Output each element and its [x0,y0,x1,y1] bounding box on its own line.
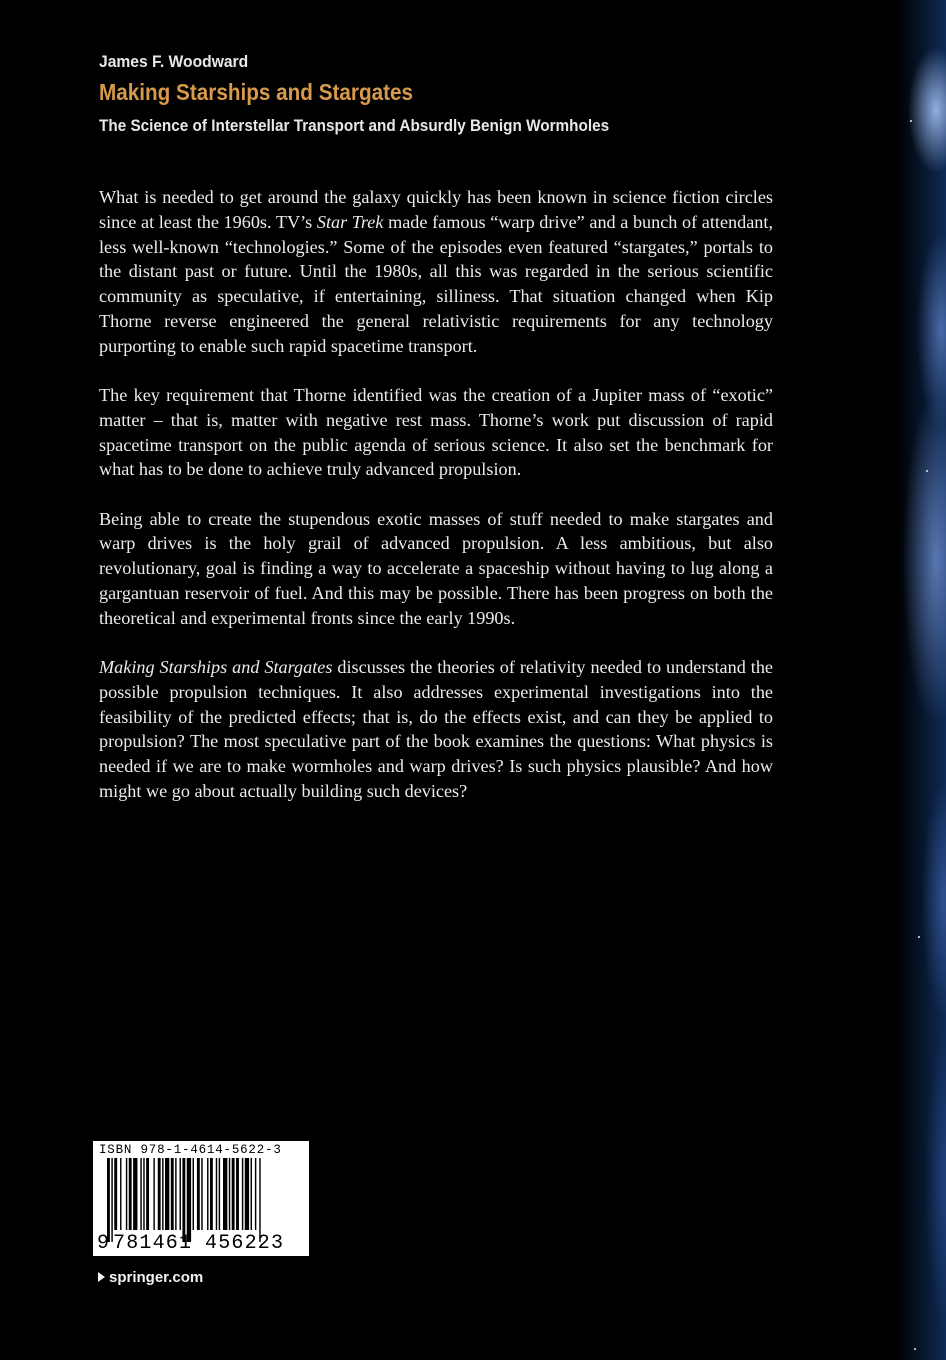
book-title: Making Starships and Stargates [99,79,414,105]
author-name: James F. Woodward [99,52,249,71]
blurb-paragraph-4 [99,655,773,804]
p1-part-b: made famous “warp drive” and a bunch of attendant, less well-known “technologies.” Some of the episodes even featured “stargates,” portals to the distant past or future. Until the 1980s, all this was regarded in the serious scientific community as speculative, if entertaining, silliness. That situation changed when Kip Thorne reverse engineered the general relativistic requirements for any technology purporting to enable such rapid spacetime transport. [99,211,774,356]
ean-first-digit: 9 [97,1232,110,1255]
book-subtitle: The Science of Interstellar Transport and Absurdly Benign Wormholes [99,116,610,135]
star-icon [910,120,912,122]
ean-left-group: 781461 [113,1232,193,1255]
arrow-right-icon [98,1272,105,1282]
p1-part-a: What is needed to get around the galaxy quickly has been known in science fiction circles since at least the 1960s. TV’s [99,187,773,232]
p1-italic-title: Star Trek [316,211,384,232]
blurb-paragraph-1 [99,185,773,359]
publisher-link[interactable] [98,1269,203,1286]
isbn-barcode [93,1141,309,1256]
blurb-text [99,185,773,828]
publisher-website: springer.com [109,1269,204,1286]
blurb-paragraph-3: Being able to create the stupendous exotic masses of stuff needed to make stargates and warp drives is the holy grail of advanced propulsion. A less ambitious, but also revolutionary, goal is finding a way to accelerate a spaceship without having to lug along a gargantuan reservoir of fuel. And this may be possible. There has been progress on both the theoretical and experimental fronts since the early 1990s. [99,508,773,628]
star-icon [914,1348,916,1350]
isbn-label: ISBN 978-1-4614-5622-3 [99,1143,282,1157]
star-icon [926,470,928,472]
p4-italic-title: Making Starships and Stargates [99,656,333,677]
blurb-paragraph-2: The key requirement that Thorne identified was the creation of a Jupiter mass of “exotic” matter – that is, matter with negative rest mass. Thorne’s work put discussion of rapid spacetime transport on the public agenda of serious science. It also set the benchmark for what has to be done to achieve truly advanced propulsion. [99,384,773,480]
star-icon [918,936,920,938]
ean-right-group: 456223 [205,1232,285,1255]
p4-part-b: discusses the theories of relativity needed to understand the possible propulsion techniques. It also addresses experimental investigations into the feasibility of the predicted effects; that is, do the effects exist, and can they be applied to propulsion? The most speculative part of the book examines the questions: What physics is needed if we are to make wormholes and warp drives? Is such physics plausible? And how might we go about actually building such devices? [99,656,773,801]
barcode-bars-icon [93,1158,309,1242]
nebula-background-strip [896,0,946,1360]
